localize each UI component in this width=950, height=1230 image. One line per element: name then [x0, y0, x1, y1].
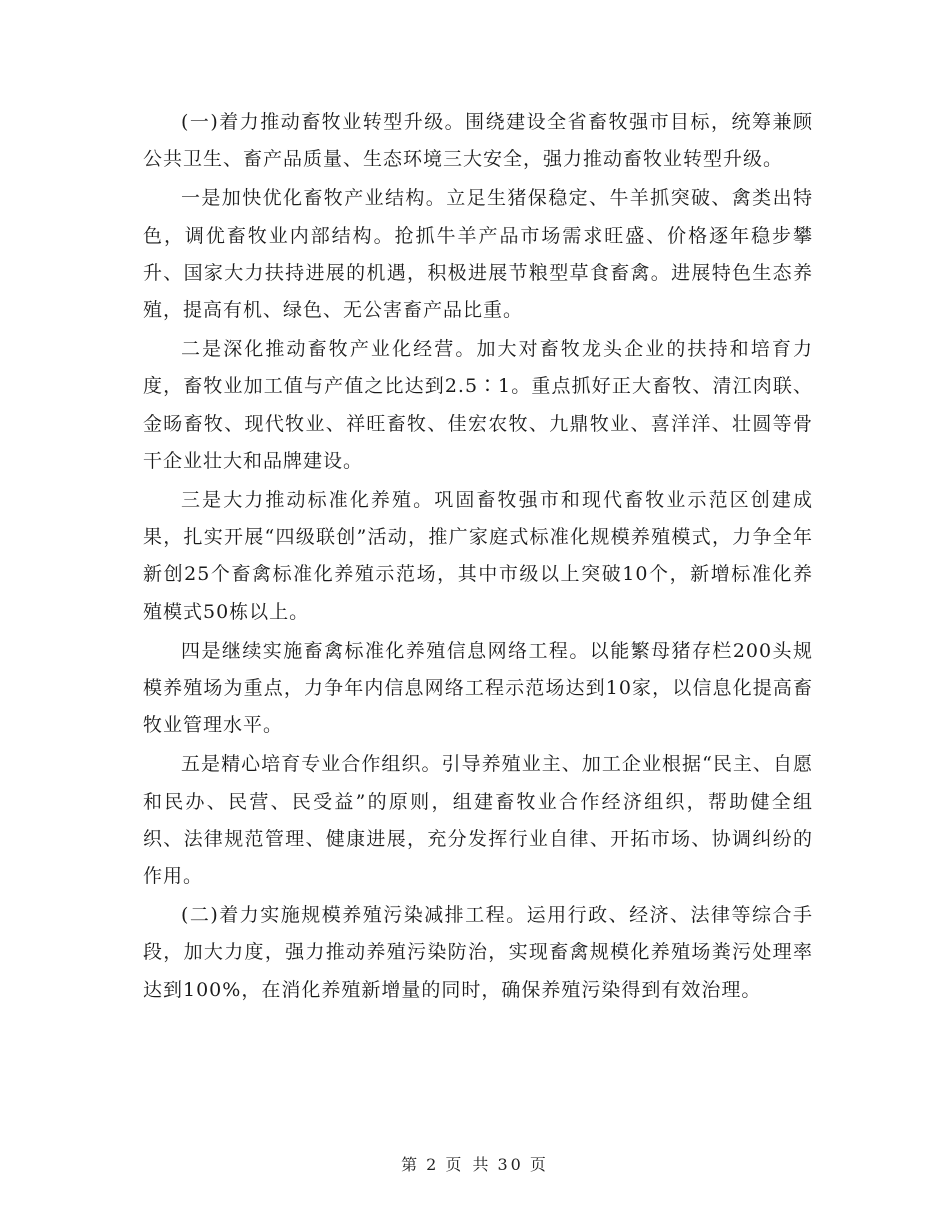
- paragraph-section-two-heading: (二)着力实施规模养殖污染减排工程。运用行政、经济、法律等综合手段，加大力度，强力推动养殖污染防治，实现畜禽规模化养殖场粪污处理率达到100%，在消化养殖新增量的同时，确保养殖污染得到有效治理。: [143, 904, 813, 1001]
- footer-middle: 页 共: [445, 1155, 492, 1174]
- paragraph-item-two: 二是深化推动畜牧产业化经营。加大对畜牧龙头企业的扶持和培育力度，畜牧业加工值与产值之比达到2.5∶1。重点抓好正大畜牧、清江肉联、金旸畜牧、现代牧业、祥旺畜牧、佳宏农牧、九鼎牧业、喜洋洋、壮圆等骨干企业壮大和品牌建设。: [143, 338, 813, 472]
- document-body: [143, 104, 813, 1011]
- paragraph-item-four: 四是继续实施畜禽标准化养殖信息网络工程。以能繁母猪存栏200头规模养殖场为重点，力争年内信息网络工程示范场达到10家，以信息化提高畜牧业管理水平。: [143, 639, 813, 737]
- page-footer: [0, 1152, 950, 1175]
- total-page-count: 30: [497, 1155, 524, 1174]
- footer-suffix: 页: [529, 1155, 549, 1174]
- current-page-number: 2: [426, 1155, 440, 1174]
- footer-prefix: 第: [401, 1155, 421, 1174]
- paragraph-item-one: 一是加快优化畜牧产业结构。立足生猪保稳定、牛羊抓突破、禽类出特色，调优畜牧业内部结构。抢抓牛羊产品市场需求旺盛、价格逐年稳步攀升、国家大力扶持进展的机遇，积极进展节粮型草食畜禽。进展特色生态养殖，提高有机、绿色、无公害畜产品比重。: [143, 187, 813, 322]
- paragraph-item-three: 三是大力推动标准化养殖。巩固畜牧强市和现代畜牧业示范区创建成果，扎实开展“四级联创”活动，推广家庭式标准化规模养殖模式，力争全年新创25个畜禽标准化养殖示范场，其中市级以上突破10个，新增标准化养殖模式50栋以上。: [143, 489, 813, 623]
- paragraph-item-five: 五是精心培育专业合作组织。引导养殖业主、加工企业根据“民主、自愿和民办、民营、民受益”的原则，组建畜牧业合作经济组织，帮助健全组织、法律规范管理、健康进展，充分发挥行业自律、开拓市场、协调纠纷的作用。: [143, 753, 813, 888]
- paragraph-section-one-heading: (一)着力推动畜牧业转型升级。围绕建设全省畜牧强市目标，统筹兼顾公共卫生、畜产品质量、生态环境三大安全，强力推动畜牧业转型升级。: [143, 111, 813, 171]
